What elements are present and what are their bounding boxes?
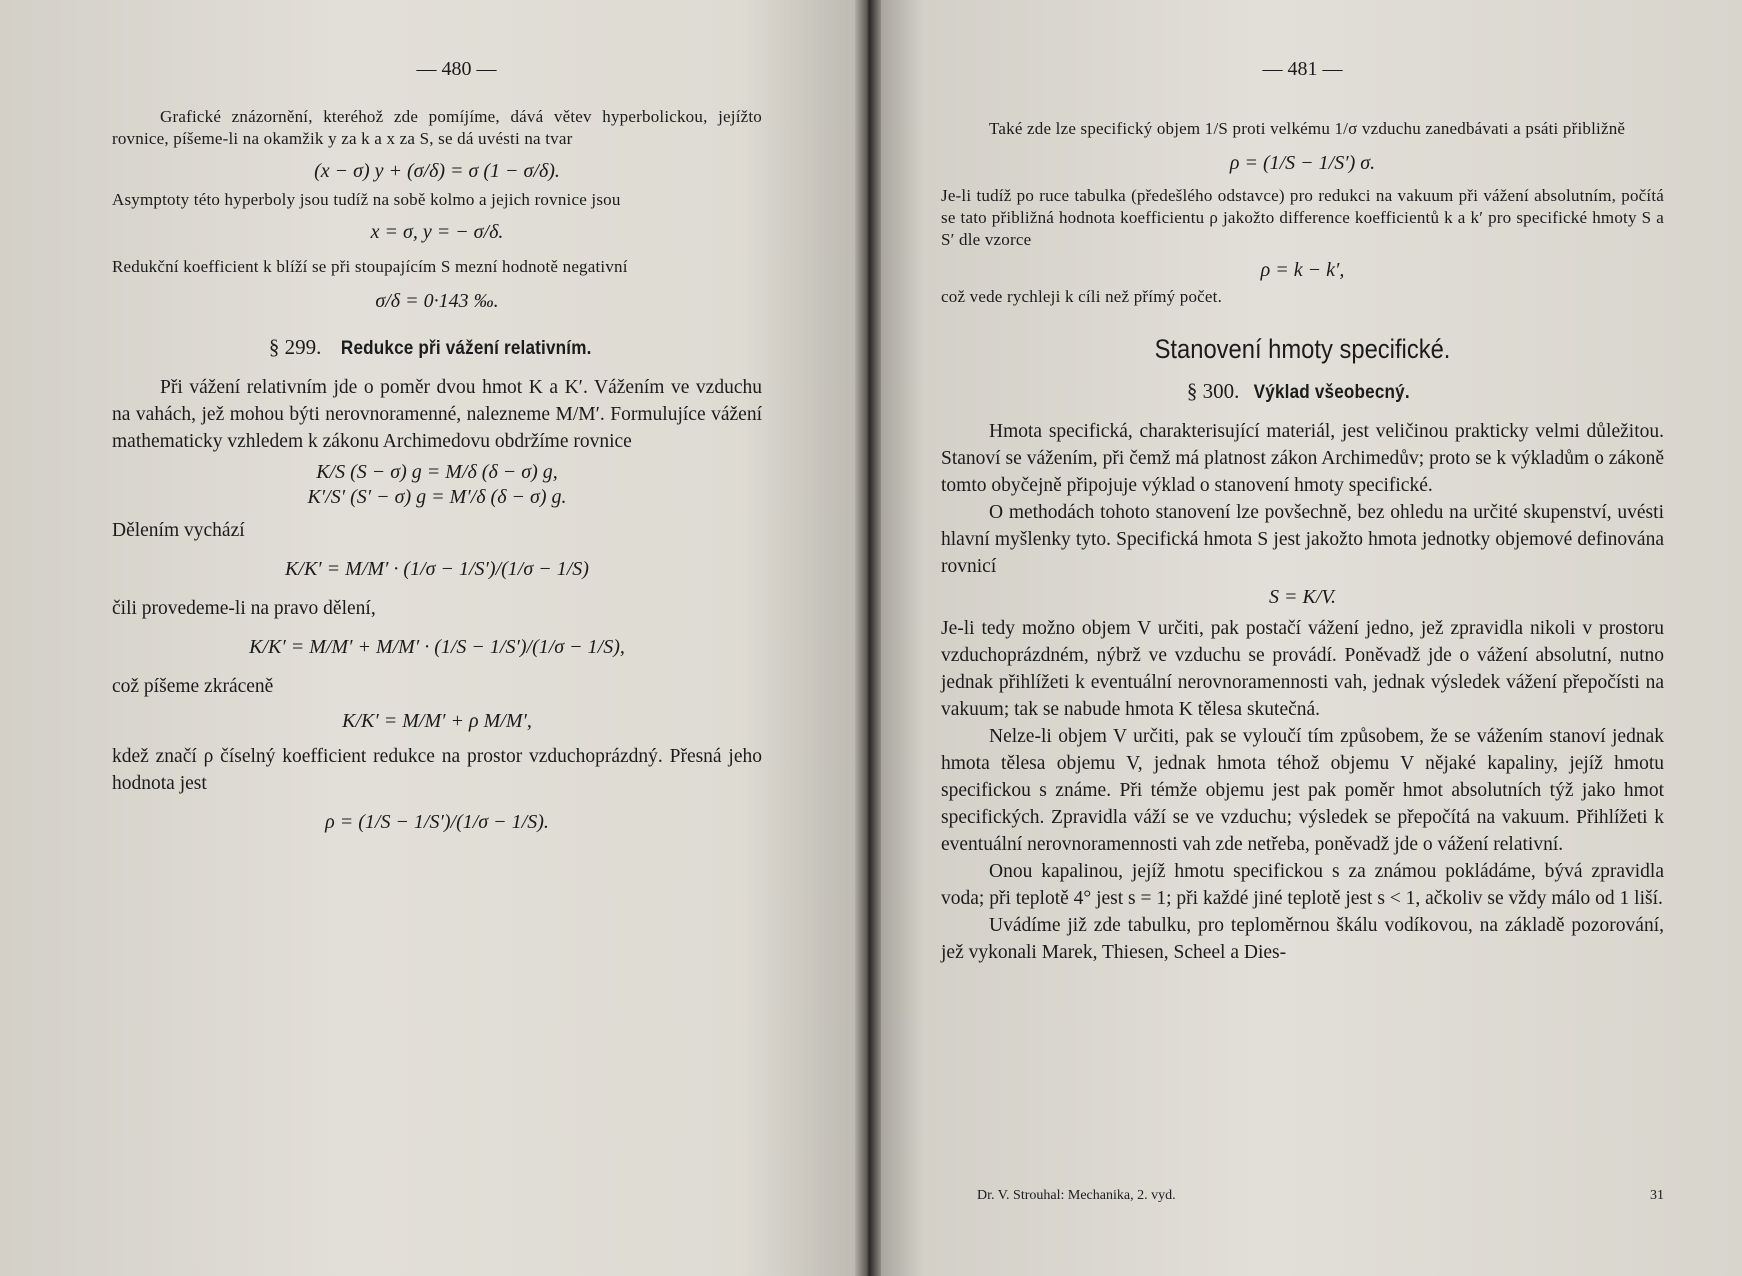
right-equation-3: S = K/V.: [1268, 586, 1337, 608]
left-paragraph-5: Dělením vychází: [112, 520, 245, 541]
left-section-title: Redukce při vážení relativním.: [340, 338, 592, 359]
page-number-right: — 481 —: [1262, 58, 1343, 80]
book-gutter: [855, 0, 881, 1276]
left-paragraph-6: čili provedeme-li na pravo dělení,: [112, 598, 376, 619]
left-equation-6: K/K′ = M/M′ + M/M′ · (1/S − 1/S′)/(1/σ − 1/S),: [249, 636, 625, 658]
right-paragraph-5: O methodách tohoto stanovení lze povšechně, bez ohledu na určité skupenství, uvésti hlavní myšlenky tyto. Specifická hmota S jest jakožto hmota jednotky objemové definována rovnicí: [941, 502, 1664, 577]
right-paragraph-3: což vede rychleji k cíli než přímý počet.: [941, 287, 1223, 306]
page-footer: [941, 1188, 1664, 1204]
left-paragraph-1: Grafické znázornění, kteréhož zde pomíjíme, dává větev hyperbolickou, jejížto rovnice, píšeme-li na okamžik y za k a x za S, se dá uvésti na tvar: [112, 107, 762, 148]
right-paragraph-4: Hmota specifická, charakterisující materiál, jest veličinou prakticky velmi důležitou. Stanoví se vážením, při čemž má platnost zákon Archimedův; proto se k výkladům o zákoně tomto obyčejně připojuje výklad o stanovení hmoty specifické.: [941, 421, 1664, 496]
right-paragraph-1: Také zde lze specifický objem 1/S proti velkému 1/σ vzduchu zanedbávati a psáti přibližně: [989, 119, 1626, 138]
right-equation-1: ρ = (1/S − 1/S′) σ.: [1229, 152, 1376, 174]
right-equation-2: ρ = k − k′,: [1260, 259, 1345, 281]
right-page-content: [941, 106, 1664, 966]
left-equation-8: ρ = (1/S − 1/S′)/(1/σ − 1/S).: [325, 811, 549, 833]
left-equation-3: σ/δ = 0·143 ‰.: [375, 290, 499, 312]
right-paragraph-9: Uvádíme již zde tabulku, pro teploměrnou škálu vodíkovou, na základě pozorování, jež vykonali Marek, Thiesen, Scheel a Dies-: [941, 915, 1664, 963]
page-number-left: — 480 —: [416, 58, 497, 80]
right-paragraph-2: Je-li tudíž po ruce tabulka (předešlého odstavce) pro redukci na vakuum při vážení absolutním, počítá se tato přibližná hodnota koefficientu ρ jakožto difference koefficientů k a k′ pro specifické hmoty S a S′ dle vzorce: [941, 186, 1664, 249]
left-paragraph-3: Redukční koefficient k blíží se při stoupajícím S mezní hodnotě negativní: [112, 257, 628, 276]
left-equation-1: (x − σ) y + (σ/δ) = σ (1 − σ/δ).: [314, 160, 560, 182]
right-section-title: Výklad všeobecný.: [1253, 382, 1410, 403]
left-equation-7: K/K′ = M/M′ + ρ M/M′,: [342, 710, 532, 732]
left-paragraph-7: což píšeme zkráceně: [112, 676, 274, 697]
right-section-number: § 300.: [1186, 379, 1240, 403]
left-paragraph-2: Asymptoty této hyperboly jsou tudíž na sobě kolmo a jejich rovnice jsou: [112, 190, 621, 209]
right-paragraph-6: Je-li tedy možno objem V určiti, pak postačí vážení jedno, jež zpravidla nikoli v prostoru vzduchoprázdném, nýbrž ve vzduchu se provádí. Poněvadž jde o vážení absolutní, nutno jednak přihlížeti k eventuální nerovnoramennosti vah, jednak výsledek vážení přepočísti na vakuum; tak se nabude hmota K tělesa skutečná.: [941, 618, 1664, 720]
right-page: [871, 0, 1742, 1276]
left-equation-4a: K/S (S − σ) g = M/δ (δ − σ) g,: [316, 461, 558, 483]
left-section-heading: [112, 335, 762, 360]
right-paragraph-8: Onou kapalinou, jejíž hmotu specifickou s za známou pokládáme, bývá zpravidla voda; při teplotě 4° jest s = 1; při každé jiné teplotě jest s < 1, ačkoliv se vždy málo od 1 liší.: [941, 861, 1664, 909]
chapter-title: Stanovení hmoty specifické.: [1154, 334, 1451, 364]
footer-signature-number: 31: [1650, 1188, 1664, 1203]
left-paragraph-4: Při vážení relativním jde o poměr dvou hmot K a K′. Vážením ve vzduchu na vahách, jež mohou býti nerovnoramenné, nalezneme M/M′. Formulujíce vážení mathematicky vzhledem k zákonu Archimedovu obdržíme rovnice: [112, 377, 762, 452]
left-equation-2: x = σ, y = − σ/δ.: [370, 221, 504, 243]
left-equation-5: K/K′ = M/M′ · (1/σ − 1/S′)/(1/σ − 1/S): [285, 558, 589, 580]
right-paragraph-7: Nelze-li objem V určiti, pak se vyloučí tím způsobem, že se vážením stanoví jednak hmota tělesa objemu V, jednak hmota téhož objemu V nějaké kapaliny, jejíž hmotu specifickou s známe. Při témže objemu jest pak poměr hmot absolutních týž jako hmot specifických. Zpravidla váží se ve vzduchu; výsledek se přepočítá na vakuum. Přihlížeti k eventuální nerovnoramennosti vah zde netřeba, poněvadž jde o vážení relativní.: [941, 726, 1664, 855]
left-equation-4b: K′/S′ (S′ − σ) g = M′/δ (δ − σ) g.: [307, 486, 567, 508]
footer-author: Dr. V. Strouhal: Mechanika, 2. vyd.: [977, 1188, 1176, 1203]
left-section-number: § 299.: [268, 335, 322, 359]
right-section-heading: [941, 379, 1664, 404]
left-paragraph-8: kdež značí ρ číselný koefficient redukce na prostor vzduchoprázdný. Přesná jeho hodnota jest: [112, 746, 762, 794]
left-page-content: [112, 106, 762, 834]
